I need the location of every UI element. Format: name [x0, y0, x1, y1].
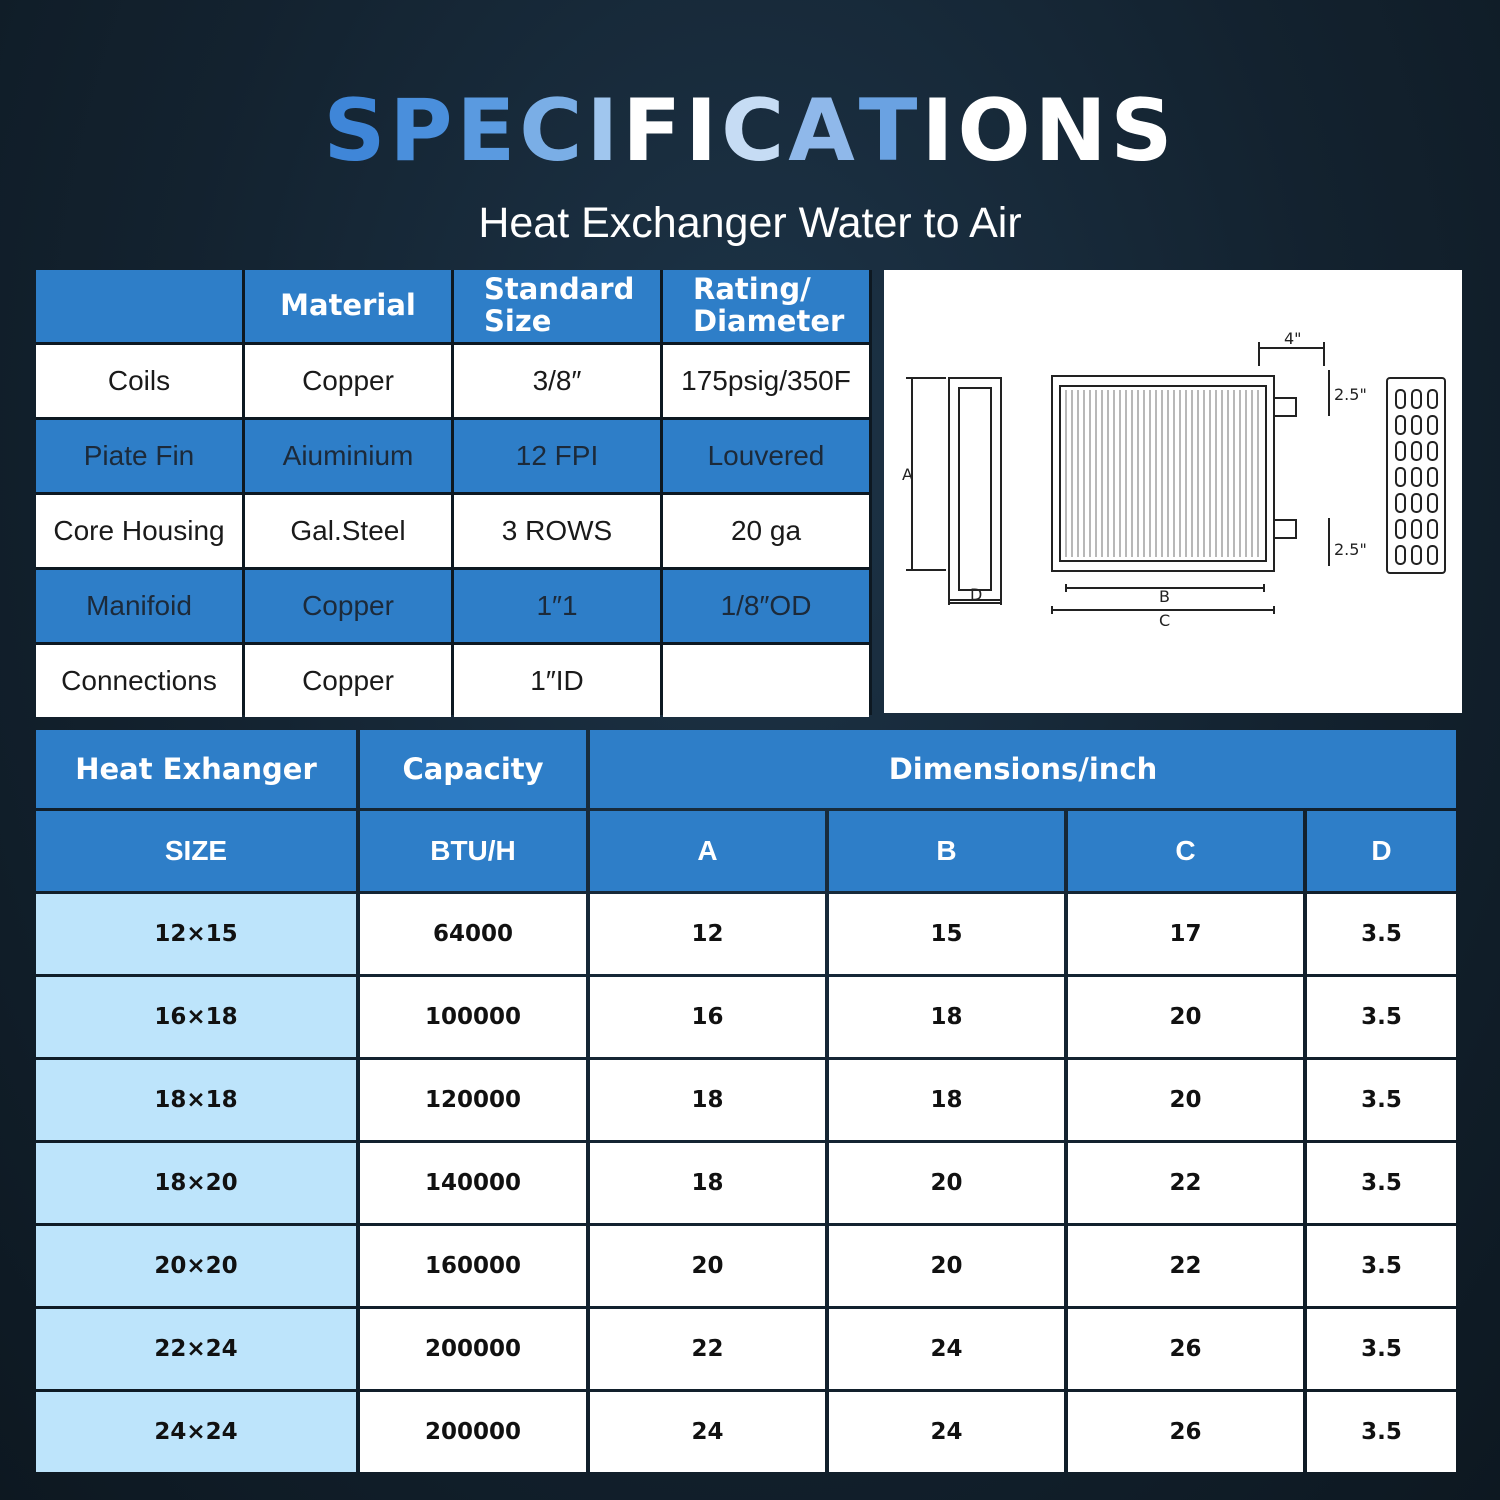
- spec-table: [36, 270, 872, 715]
- dim-cell: 22: [590, 1309, 825, 1389]
- dim-cell: 3.5: [1307, 894, 1456, 974]
- dim-cell: 64000: [360, 894, 586, 974]
- title-letter: F: [622, 81, 686, 181]
- dim-group-header-heat-exchanger: Heat Exhanger: [36, 730, 356, 808]
- spec-cell: Connections: [36, 645, 242, 717]
- end-slot: [1396, 546, 1405, 564]
- title-letter: A: [788, 81, 859, 181]
- spec-cell: 175psig/350F: [663, 345, 869, 417]
- dim-cell: 15: [829, 894, 1064, 974]
- dim-cell: 26: [1068, 1309, 1303, 1389]
- dim-cell: 20: [1068, 1060, 1303, 1140]
- end-slot: [1412, 546, 1421, 564]
- dim-cell: 20: [590, 1226, 825, 1306]
- title-letter: N: [1034, 81, 1111, 181]
- spec-cell: Gal.Steel: [245, 495, 451, 567]
- dim-cell: 24: [829, 1309, 1064, 1389]
- dim-header-c: C: [1068, 811, 1303, 891]
- dim-cell: 18: [829, 977, 1064, 1057]
- spec-cell: Copper: [245, 570, 451, 642]
- dim-header-b: B: [829, 811, 1064, 891]
- drawing-label-2-5-top: 2.5": [1334, 385, 1367, 404]
- page-subtitle: Heat Exchanger Water to Air: [478, 199, 1022, 247]
- end-slot: [1396, 390, 1405, 408]
- end-slot: [1412, 494, 1421, 512]
- dim-cell: 160000: [360, 1226, 586, 1306]
- spec-cell: 20 ga: [663, 495, 869, 567]
- end-slot: [1412, 442, 1421, 460]
- title-letter: I: [921, 81, 958, 181]
- end-slot: [1396, 520, 1405, 538]
- spec-header-material: Material: [245, 270, 451, 342]
- technical-drawing: [884, 270, 1462, 713]
- dim-cell: 18: [590, 1143, 825, 1223]
- drawing-label-b: B: [1159, 587, 1170, 606]
- spec-cell: 1/8″OD: [663, 570, 869, 642]
- title-letter: T: [858, 81, 922, 181]
- end-slot: [1428, 390, 1437, 408]
- dim-cell: 22: [1068, 1226, 1303, 1306]
- dim-cell-size: 24×24: [36, 1392, 356, 1472]
- dim-cell-size: 18×20: [36, 1143, 356, 1223]
- spec-cell: 3/8″: [454, 345, 660, 417]
- dim-cell: 3.5: [1307, 1060, 1456, 1140]
- dim-cell-size: 12×15: [36, 894, 356, 974]
- title-letter: S: [1110, 81, 1177, 181]
- spec-cell: Piate Fin: [36, 420, 242, 492]
- spec-header-rating: Rating/ Diameter: [663, 270, 869, 342]
- end-slot: [1428, 416, 1437, 434]
- spec-cell: 1″ID: [454, 645, 660, 717]
- dim-cell: 16: [590, 977, 825, 1057]
- title-letter: S: [323, 81, 390, 181]
- end-slot: [1428, 494, 1437, 512]
- dim-cell: 20: [1068, 977, 1303, 1057]
- dim-cell-size: 20×20: [36, 1226, 356, 1306]
- dim-cell: 20: [829, 1226, 1064, 1306]
- dim-cell: 17: [1068, 894, 1303, 974]
- dim-cell: 12: [590, 894, 825, 974]
- spec-cell: Aiuminium: [245, 420, 451, 492]
- title-letter: P: [389, 81, 457, 181]
- dim-cell: 200000: [360, 1309, 586, 1389]
- end-slot: [1428, 520, 1437, 538]
- dim-cell: 3.5: [1307, 977, 1456, 1057]
- end-slot: [1412, 390, 1421, 408]
- title-letter: I: [586, 81, 623, 181]
- dim-header-size: SIZE: [36, 811, 356, 891]
- dim-cell: 3.5: [1307, 1143, 1456, 1223]
- drawing-label-4in: 4": [1284, 329, 1302, 348]
- spec-cell: 1″1: [454, 570, 660, 642]
- spec-cell: Coils: [36, 345, 242, 417]
- dimension-table: [36, 730, 1462, 1478]
- dim-cell-size: 16×18: [36, 977, 356, 1057]
- spec-header-standard-size: Standard Size: [454, 270, 660, 342]
- dim-cell: 24: [590, 1392, 825, 1472]
- spec-cell: Louvered: [663, 420, 869, 492]
- dim-header-btu: BTU/H: [360, 811, 586, 891]
- spec-cell: Copper: [245, 645, 451, 717]
- end-slot: [1428, 442, 1437, 460]
- dim-cell: 140000: [360, 1143, 586, 1223]
- dim-cell: 20: [829, 1143, 1064, 1223]
- dim-cell: 200000: [360, 1392, 586, 1472]
- spec-cell: Core Housing: [36, 495, 242, 567]
- drawing-label-d: D: [970, 585, 983, 604]
- drawing-label-c: C: [1159, 611, 1171, 630]
- dim-cell: 3.5: [1307, 1226, 1456, 1306]
- dim-header-d: D: [1307, 811, 1456, 891]
- end-slot: [1396, 468, 1405, 486]
- dim-cell-size: 22×24: [36, 1309, 356, 1389]
- dim-group-header-capacity: Capacity: [360, 730, 586, 808]
- spec-cell: [663, 645, 869, 717]
- end-slot: [1428, 546, 1437, 564]
- title-letter: I: [685, 81, 722, 181]
- spec-cell: 3 ROWS: [454, 495, 660, 567]
- spec-cell: 12 FPI: [454, 420, 660, 492]
- dim-header-a: A: [590, 811, 825, 891]
- dim-cell: 120000: [360, 1060, 586, 1140]
- dim-cell: 100000: [360, 977, 586, 1057]
- end-slot: [1396, 442, 1405, 460]
- dim-cell: 22: [1068, 1143, 1303, 1223]
- end-slot: [1428, 468, 1437, 486]
- dim-cell: 18: [829, 1060, 1064, 1140]
- spec-cell: Manifoid: [36, 570, 242, 642]
- end-slot: [1396, 416, 1405, 434]
- title-letter: C: [519, 81, 587, 181]
- page-title: [0, 81, 1500, 181]
- end-slot: [1412, 468, 1421, 486]
- spec-header-blank: [36, 270, 242, 342]
- dim-cell: 24: [829, 1392, 1064, 1472]
- dim-cell-size: 18×18: [36, 1060, 356, 1140]
- drawing-label-a: A: [902, 465, 913, 484]
- dim-cell: 3.5: [1307, 1309, 1456, 1389]
- dim-cell: 3.5: [1307, 1392, 1456, 1472]
- drawing-label-2-5-bottom: 2.5": [1334, 540, 1367, 559]
- heat-exchanger-diagram: [884, 270, 1462, 713]
- dim-cell: 18: [590, 1060, 825, 1140]
- title-letter: C: [721, 81, 789, 181]
- end-slot: [1412, 520, 1421, 538]
- end-slot: [1412, 416, 1421, 434]
- dim-cell: 26: [1068, 1392, 1303, 1472]
- title-letter: E: [456, 81, 520, 181]
- dim-group-header-dimensions: Dimensions/inch: [590, 730, 1456, 808]
- title-letter: O: [957, 81, 1035, 181]
- spec-cell: Copper: [245, 345, 451, 417]
- end-slot: [1396, 494, 1405, 512]
